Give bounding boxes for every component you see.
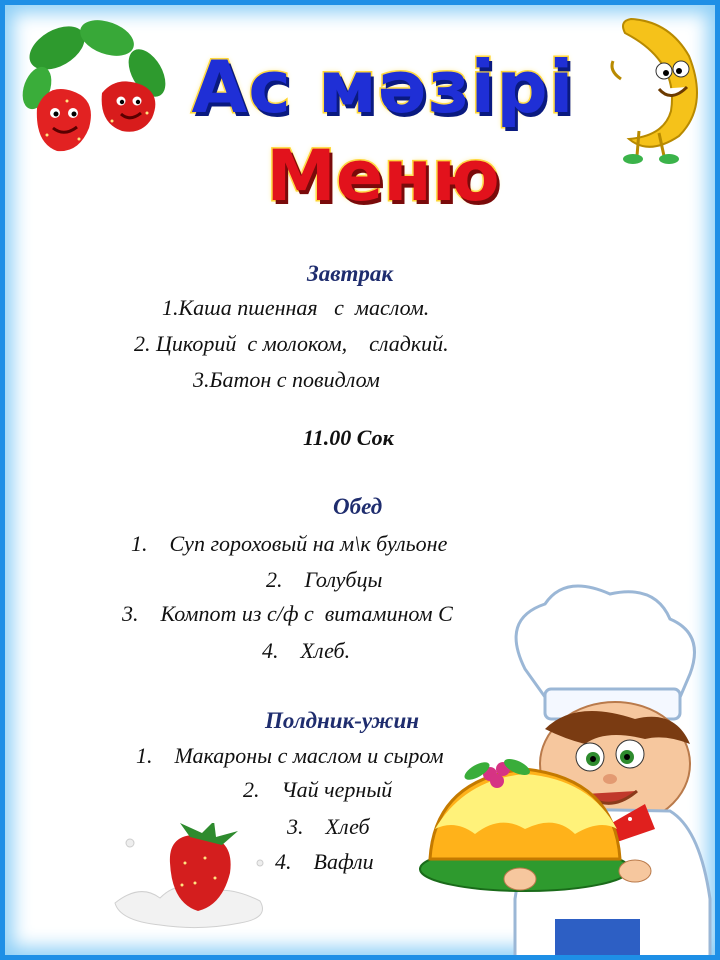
title-kazakh: Ас мәзірі bbox=[191, 45, 575, 129]
lunch-item: 4. Хлеб. bbox=[262, 638, 351, 663]
lunch-item: 3. Компот из с/ф с витамином С bbox=[122, 601, 453, 626]
dinner-item: 4. Вафли bbox=[275, 849, 374, 874]
breakfast-item: 3.Батон с повидлом bbox=[193, 367, 380, 392]
dinner-heading: Полдник-ужин bbox=[265, 708, 420, 733]
dinner-item: 3. Хлеб bbox=[287, 814, 370, 839]
lunch-heading: Обед bbox=[333, 494, 383, 519]
lunch-item: 2. Голубцы bbox=[266, 567, 383, 592]
snack-line: 11.00 Сок bbox=[303, 425, 394, 450]
strawberries-image bbox=[17, 13, 177, 158]
banana-image bbox=[609, 11, 713, 169]
dinner-item: 1. Макароны с маслом и сыром bbox=[136, 743, 444, 768]
dinner-item: 2. Чай черный bbox=[243, 777, 393, 802]
breakfast-item: 2. Цикорий с молоком, сладкий. bbox=[134, 331, 449, 356]
breakfast-item: 1.Каша пшенная с маслом. bbox=[162, 295, 430, 320]
breakfast-heading: Завтрак bbox=[307, 261, 394, 286]
strawberry-splash-image bbox=[110, 823, 275, 933]
title-russian: Меню bbox=[266, 135, 500, 217]
chef-boy-image bbox=[405, 579, 717, 960]
lunch-item: 1. Суп гороховый на м\к бульоне bbox=[131, 531, 448, 556]
